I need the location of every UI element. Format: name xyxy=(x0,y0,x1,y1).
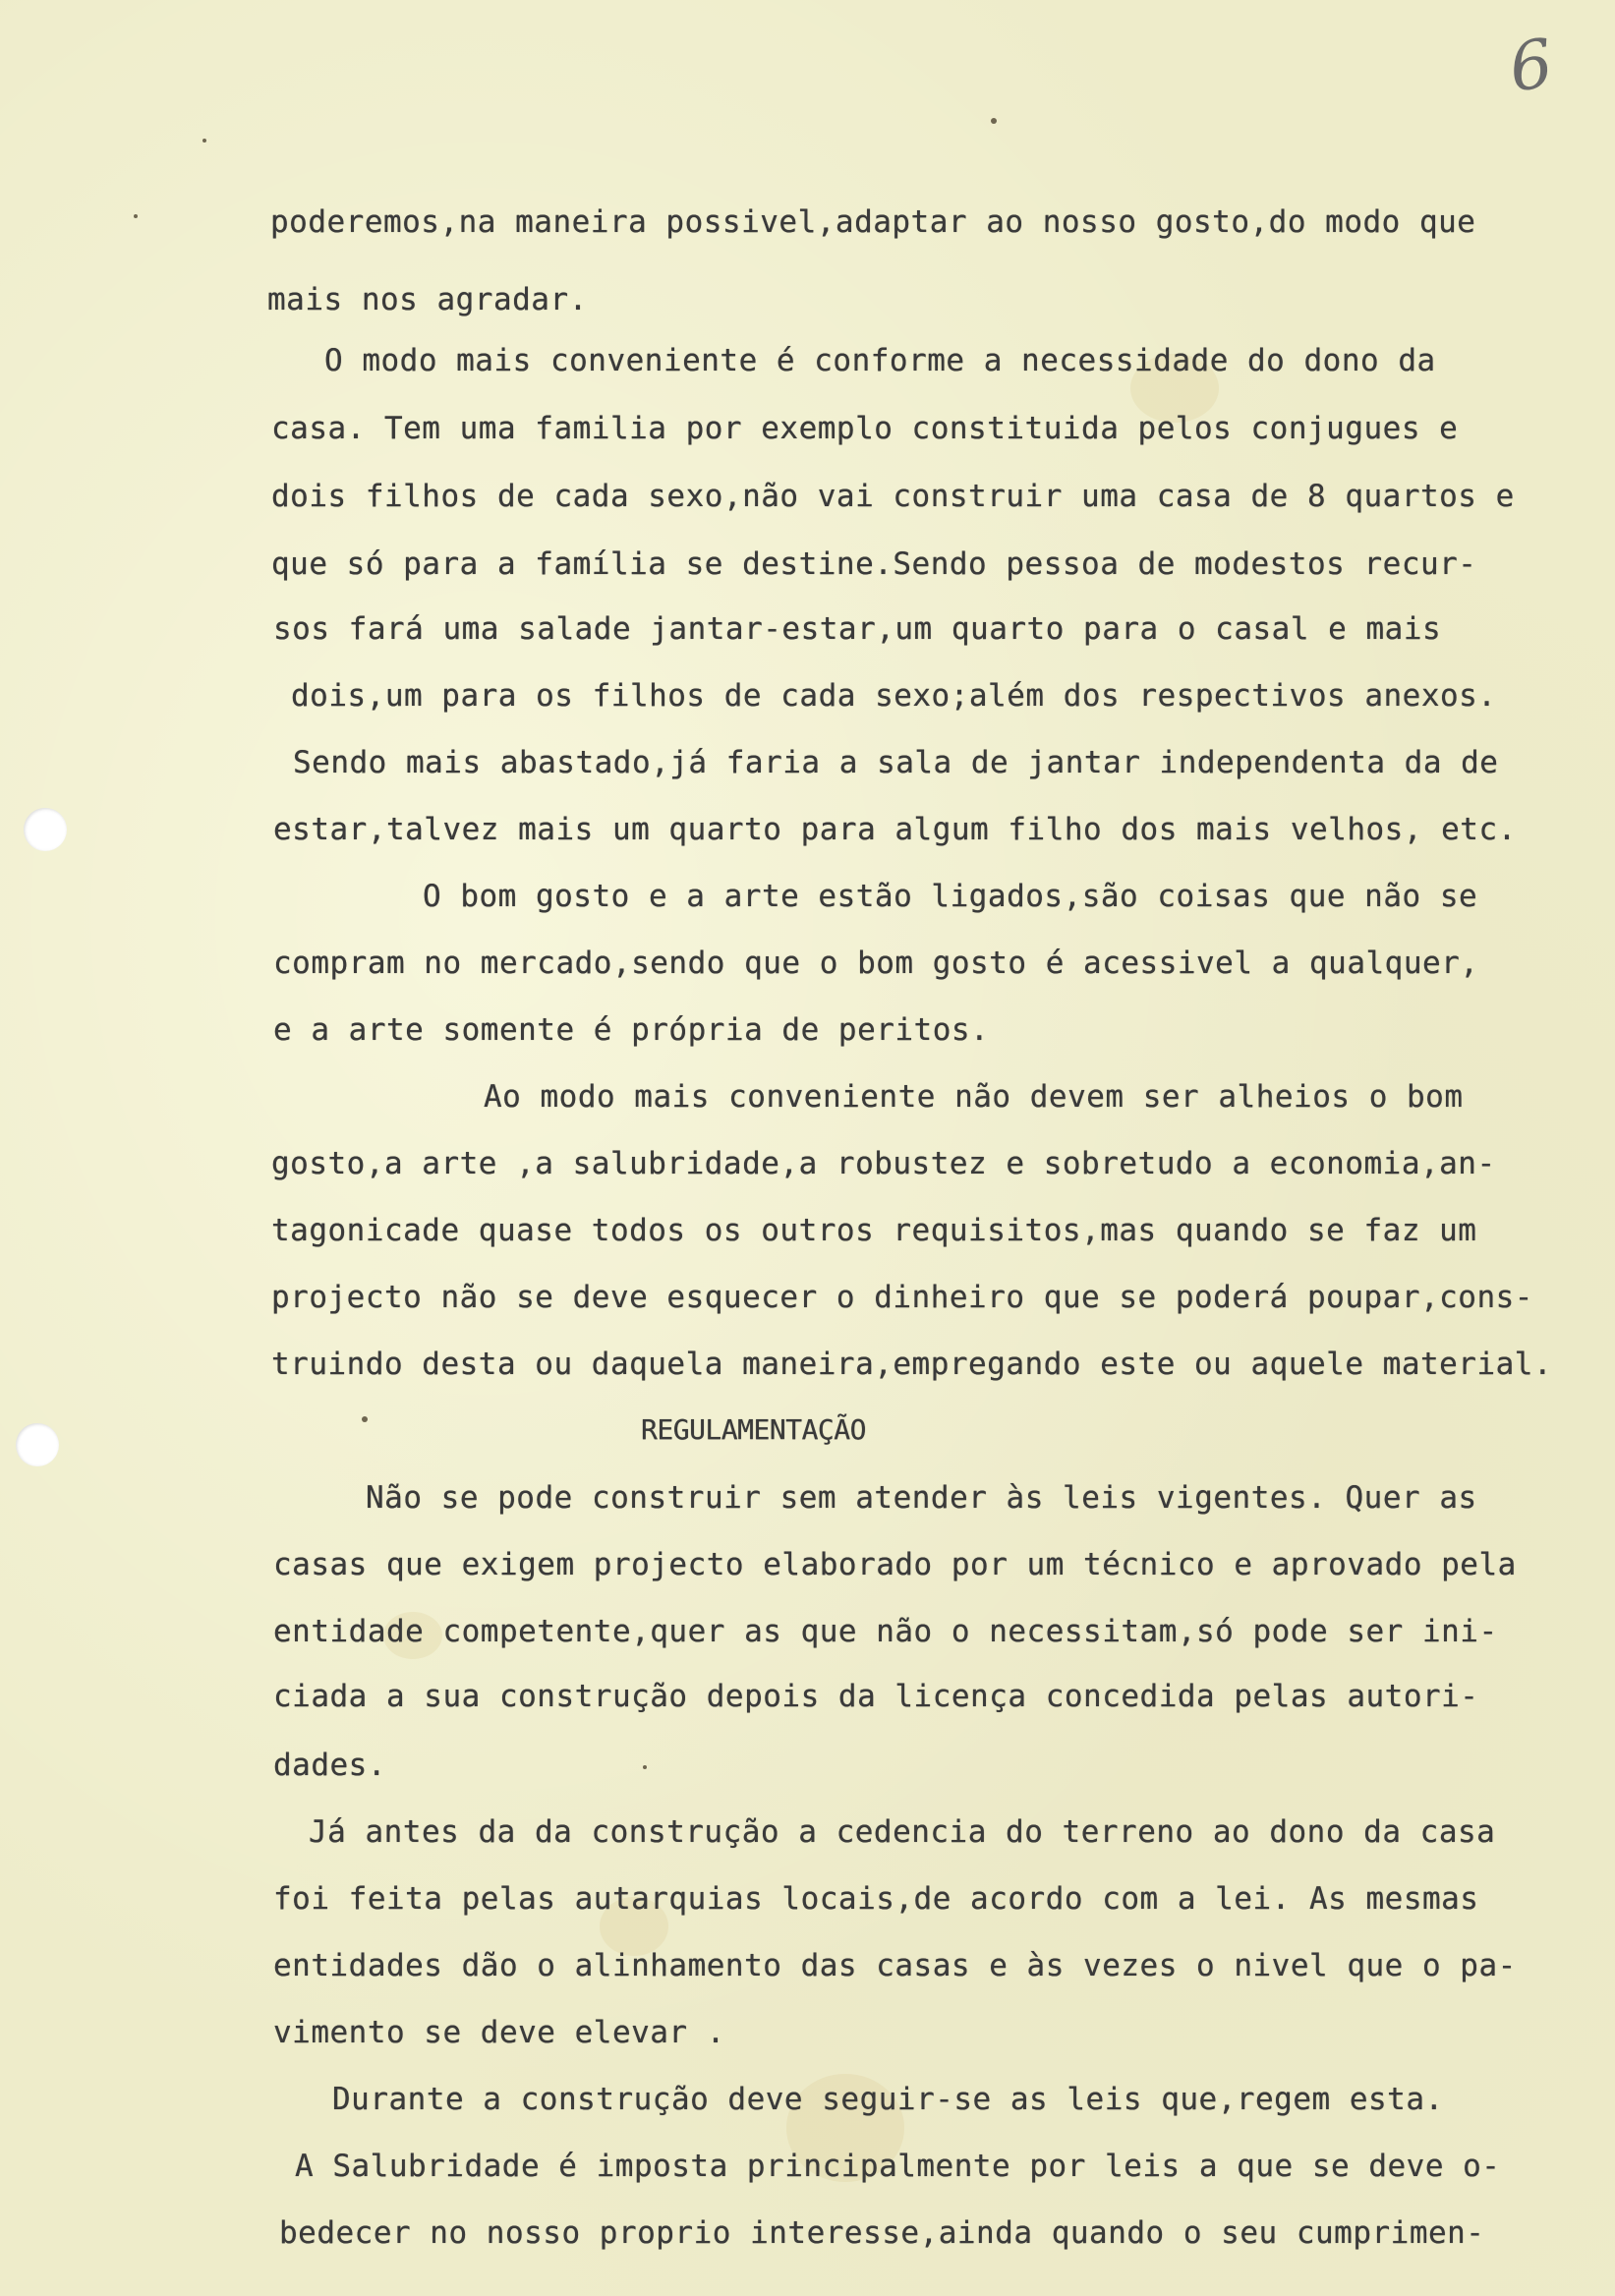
punch-hole xyxy=(24,808,67,851)
text-line: O modo mais conveniente é conforme a necessidade do dono da xyxy=(324,343,1436,378)
text-line: dois,um para os filhos de cada sexo;além dos respectivos anexos. xyxy=(291,678,1497,714)
text-line: poderemos,na maneira possivel,adaptar ao nosso gosto,do modo que xyxy=(270,204,1476,240)
text-line: vimento se deve elevar . xyxy=(273,2015,725,2050)
text-line: Sendo mais abastado,já faria a sala de jantar independenta da de xyxy=(293,745,1499,780)
text-line: Não se pode construir sem atender às leis vigentes. Quer as xyxy=(366,1480,1477,1516)
text-line: gosto,a arte ,a salubridade,a robustez e sobretudo a economia,an- xyxy=(271,1146,1496,1181)
text-line: e a arte somente é própria de peritos. xyxy=(273,1012,990,1048)
paper-speck xyxy=(991,118,997,124)
text-line: projecto não se deve esquecer o dinheiro que se poderá poupar,cons- xyxy=(271,1280,1533,1315)
text-line: Durante a construção deve seguir-se as leis que,regem esta. xyxy=(332,2082,1444,2117)
text-line: entidade competente,quer as que não o necessitam,só pode ser ini- xyxy=(273,1614,1498,1649)
text-line: O bom gosto e a arte estão ligados,são coisas que não se xyxy=(423,879,1478,914)
text-line: sos fará uma salade jantar-estar,um quarto para o casal e mais xyxy=(273,611,1442,647)
text-line: que só para a família se destine.Sendo pessoa de modestos recur- xyxy=(271,546,1477,582)
text-line: dois filhos de cada sexo,não vai construir uma casa de 8 quartos e xyxy=(271,479,1515,514)
text-line: foi feita pelas autarquias locais,de acordo com a lei. As mesmas xyxy=(273,1881,1479,1917)
text-line: ciada a sua construção depois da licença concedida pelas autori- xyxy=(273,1679,1479,1714)
page-number: 6 xyxy=(1504,25,1558,108)
paper-speck xyxy=(362,1416,368,1422)
text-line: casa. Tem uma familia por exemplo constituida pelos conjugues e xyxy=(271,411,1459,446)
text-line: dades. xyxy=(273,1748,386,1783)
text-line: entidades dão o alinhamento das casas e às vezes o nivel que o pa- xyxy=(273,1948,1517,1983)
punch-hole xyxy=(16,1423,59,1466)
text-line: tagonicade quase todos os outros requisitos,mas quando se faz um xyxy=(271,1213,1477,1248)
text-line: casas que exigem projecto elaborado por um técnico e aprovado pela xyxy=(273,1547,1517,1582)
text-line: compram no mercado,sendo que o bom gosto é acessivel a qualquer, xyxy=(273,946,1479,981)
text-line: truindo desta ou daquela maneira,empregando este ou aquele material. xyxy=(271,1347,1553,1382)
paper-speck xyxy=(134,214,138,218)
paper-speck xyxy=(202,139,206,143)
text-line: mais nos agradar. xyxy=(267,282,588,317)
text-line: A Salubridade é imposta principalmente por leis a que se deve o- xyxy=(295,2149,1501,2184)
text-line: Já antes da da construção a cedencia do terreno ao dono da casa xyxy=(309,1814,1496,1850)
paper-speck xyxy=(643,1765,647,1769)
text-line: Ao modo mais conveniente não devem ser alheios o bom xyxy=(484,1079,1464,1115)
section-heading: REGULAMENTAÇÃO xyxy=(641,1413,867,1446)
text-line: bedecer no nosso proprio interesse,ainda quando o seu cumprimen- xyxy=(279,2215,1485,2251)
text-line: estar,talvez mais um quarto para algum filho dos mais velhos, etc. xyxy=(273,812,1517,847)
